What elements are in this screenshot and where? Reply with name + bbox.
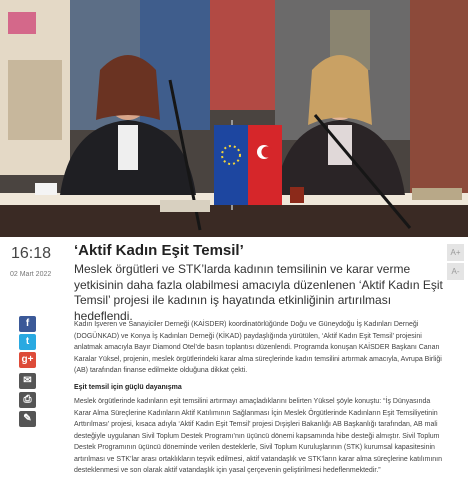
twitter-share-button[interactable] — [19, 334, 36, 350]
comment-icon: ✎ — [23, 413, 32, 424]
turkey-flag — [248, 125, 282, 205]
publish-time: 16:18 — [11, 245, 52, 262]
article-paragraph: Meslek örgütlerinde kadınların eşit temsilini artırmayı amaçladıklarını belirten Yüksel şöyle konuştu: “İş Dünyasında Karar Alma Süreçlerine Kadınların Aktif Katılımının Sağlanması İçin Meslek Örgütlerinde Kadınların Eşit Temsiliyetinin Arttırılması’ projesi, kısaca adıyla ‘Aktif Kadın Eşit Temsil’ projesi Dışişleri Bakanlığı AB Başkanlığı tarafından, AB mali desteğiyle uygulanan Sivil Toplum Destek Programı’nın üçüncü dönemi kapsamında hibe desteği almıştır. Sivil Toplum Destek Programının üçüncü döneminde verilen desteklerle, Sivil Toplum Kuruluşlarının (STK) kurumsal kapasitesinin artırılması ve STK’lar arası ortaklıkların teşvik edilmesi, aktif vatandaşlık ve STK’ların karar alma süreçlerine katılımının desteklenmesi ve son olarak aktif vatandaşlık için yasal çerçevenin geliştirilmesi hedeflenmektedir.” — [74, 398, 443, 474]
publish-date: 02 Mart 2022 — [10, 271, 52, 278]
print-button[interactable] — [19, 392, 36, 408]
twitter-icon: t — [25, 336, 30, 347]
facebook-icon: f — [25, 318, 30, 329]
article-body — [74, 319, 446, 482]
article-paragraph: Kadın İşveren ve Sanayiciler Derneği (KAİSDER) koordinatörlüğünde Doğu ve Güneydoğu İş Kadınları Derneği (DOGÜNKAD) ve Konya İş Kadınları Derneği (KİKAD) paydaşlığında yürütülen, ‘Aktif Kadın Eşit Temsil’ projesini anlatmak amacıyla Bayır Diamond Otel’de basın toplantısı düzenlendi. Programda konuşan KAİSDER Başkanı Canan Karalar Yüksel, projenin, meslek örgütlerindeki karar alma süreçlerinde kadın temsilini artırmak amacıyla, Avrupa Birliği (AB) tarafından finanse edilmekte olduğuna dikkat çekti. — [74, 321, 442, 374]
article-subheading: Eşit temsil için güçlü dayanışma — [74, 383, 182, 391]
article-title: ‘Aktif Kadın Eşit Temsil’ — [74, 242, 244, 259]
article-photo — [0, 0, 468, 237]
comment-button[interactable] — [19, 411, 36, 427]
font-increase-button[interactable]: A+ — [447, 244, 464, 261]
press-conference-photo — [0, 0, 468, 237]
facebook-share-button[interactable] — [19, 316, 36, 332]
email-icon: ✉ — [23, 375, 32, 386]
eu-flag — [214, 125, 248, 205]
font-decrease-button[interactable]: A- — [447, 263, 464, 280]
email-share-button[interactable] — [19, 373, 36, 389]
print-icon: ⎙ — [23, 394, 32, 405]
google-plus-icon: g+ — [21, 354, 34, 365]
article-lead: Meslek örgütleri ve STK’larda kadının temsilinin ve karar verme yetkisinin daha fazla olabilmesi amacıyla düzenlenen ‘Aktif Kadın Eşit Temsil’ projesi ile kadının iş hayatında etkinliğinin artırılması hedeflendi. — [74, 262, 443, 323]
google-plus-share-button[interactable] — [19, 352, 36, 368]
